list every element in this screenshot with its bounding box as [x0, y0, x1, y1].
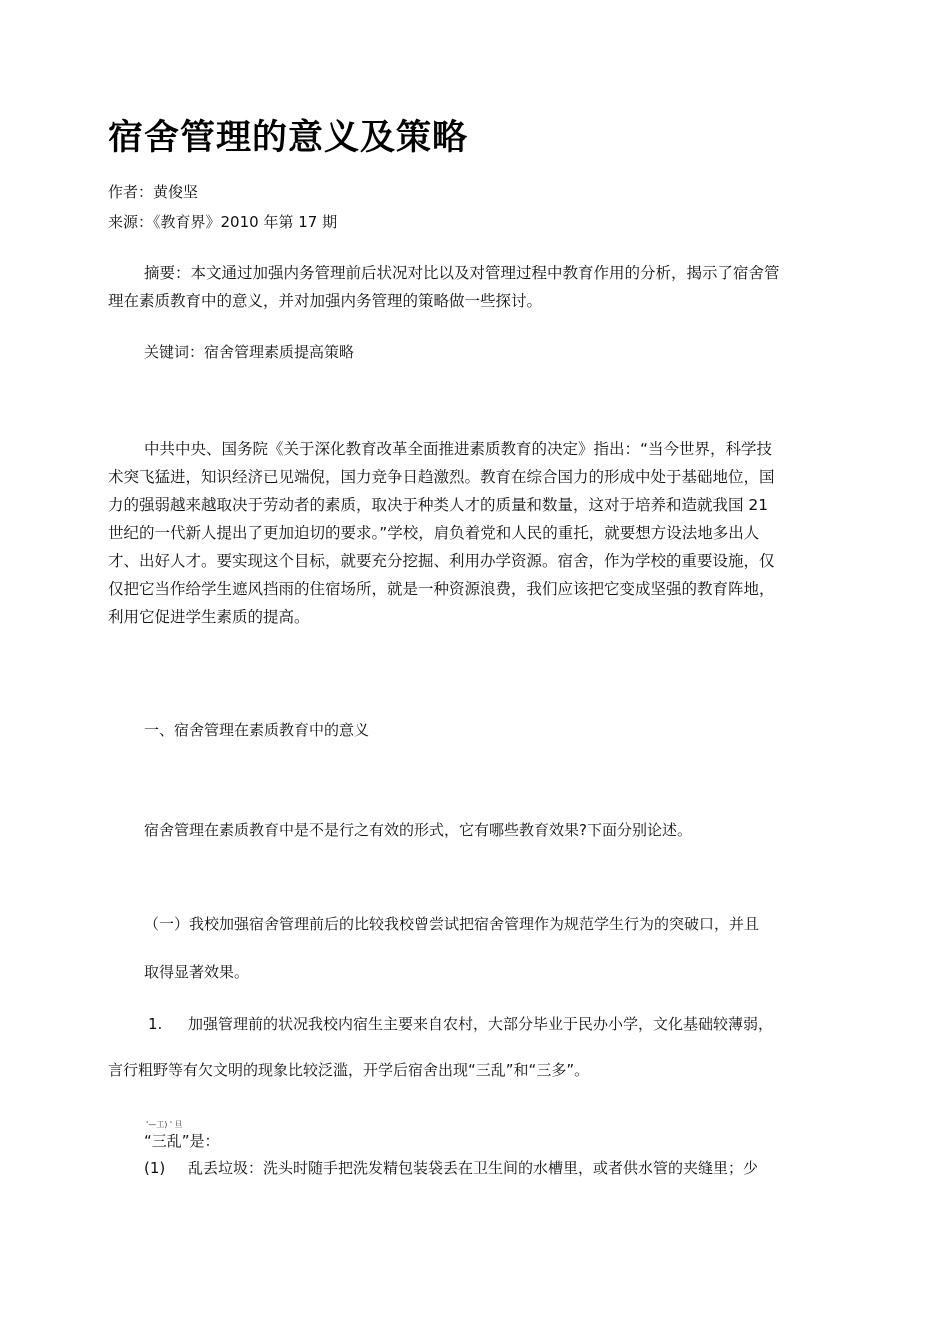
intro-line: 世纪的一代新人提出了更加迫切的要求。”学校，肩负着党和人民的重托，就要想方设法地多出人 — [108, 524, 760, 542]
list-item-number: 1. — [148, 1015, 163, 1033]
subsection-heading: （一）我校加强宿舍管理前后的比较我校曾尝试把宿舍管理作为规范学生行为的突破口，并且 — [144, 915, 760, 933]
point-text: 乱丢垃圾：洗头时随手把洗发精包装袋丢在卫生间的水槽里，或者供水管的夹缝里；少 — [188, 1159, 759, 1177]
author-line: 作者：黄俊坚 — [108, 183, 199, 201]
intro-line: 仅把它当作给学生遮风挡雨的住宿场所，就是一种资源浪费，我们应该把它变成坚强的教育阵地， — [108, 580, 775, 598]
intro-line: 中共中央、国务院《关于深化教育改革全面推进素质教育的决定》指出：“当今世界，科学技 — [144, 440, 773, 458]
three-chaos-label: “三乱”是： — [144, 1132, 220, 1150]
list-item-continuation: 言行粗野等有欠文明的现象比较泛滥，开学后宿舍出现“三乱”和“三多”。 — [108, 1061, 590, 1079]
list-item-text: 加强管理前的状况我校内宿生主要来自农村，大部分毕业于民办小学，文化基础较薄弱， — [188, 1015, 774, 1033]
artifact-note: '—工) ' 旦 — [146, 1120, 183, 1129]
keywords-line: 关键词：宿舍管理素质提高策略 — [144, 343, 355, 361]
abstract-line: 理在素质教育中的意义，并对加强内务管理的策略做一些探讨。 — [108, 292, 543, 310]
section-intro-question: 宿舍管理在素质教育中是不是行之有效的形式，它有哪些教育效果?下面分别论述。 — [144, 821, 692, 839]
point-number: (1) — [144, 1159, 166, 1177]
intro-line: 力的强弱越来越取决于劳动者的素质，取决于种类人才的质量和数量，这对于培养和造就我国 21 — [108, 496, 769, 514]
intro-line: 才、出好人才。要实现这个目标，就要充分挖掘、利用办学资源。宿舍，作为学校的重要设施，仅 — [108, 552, 775, 570]
intro-paragraph — [108, 435, 840, 631]
intro-line: 术突飞猛进，知识经济已见端倪，国力竞争日趋激烈。教育在综合国力的形成中处于基础地位，国 — [108, 468, 775, 486]
section-heading: 一、宿舍管理在素质教育中的意义 — [144, 721, 370, 739]
abstract-paragraph — [108, 259, 840, 315]
intro-line: 利用它促进学生素质的提高。 — [108, 608, 310, 626]
subsection-continuation: 取得显著效果。 — [144, 963, 250, 981]
source-line: 来源：《教育界》2010 年第 17 期 — [108, 213, 338, 231]
document-title: 宿舍管理的意义及策略 — [108, 118, 469, 158]
abstract-line: 摘要：本文通过加强内务管理前后状况对比以及对管理过程中教育作用的分析，揭示了宿舍管 — [144, 264, 780, 282]
